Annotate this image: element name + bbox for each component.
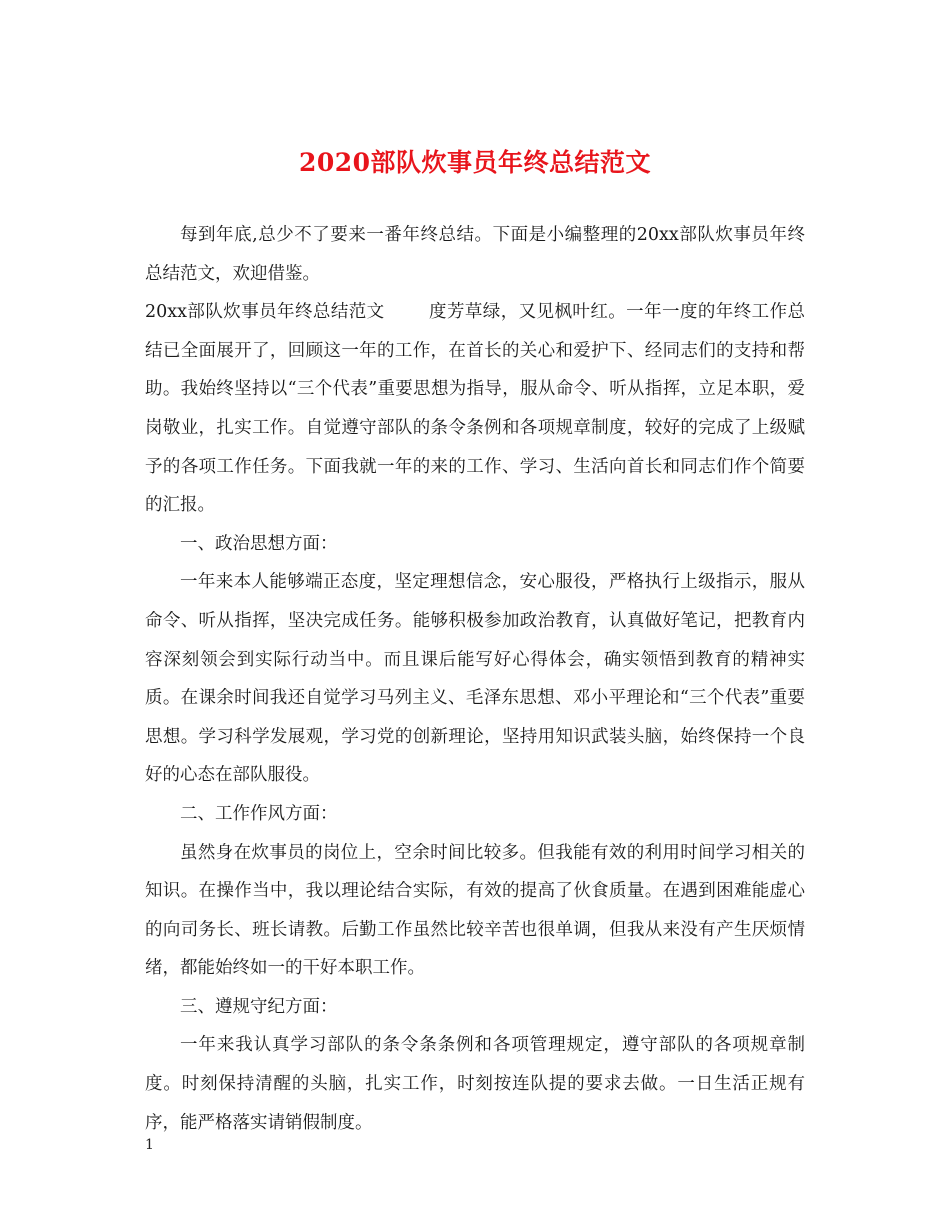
- document-body: [145, 216, 805, 1142]
- opening-paragraph: [145, 293, 805, 525]
- section-content-work-style: 虽然身在炊事员的岗位上，空余时间比较多。但我能有效的利用时间学习相关的知识。在操作当中，我以理论结合实际，有效的提高了伙食质量。在遇到困难能虚心的向司务长、班长请教。后勤工作虽然比较辛苦也很单调，但我从来没有产生厌烦情绪，都能始终如一的干好本职工作。: [145, 842, 805, 979]
- intro-paragraph: 每到年底,总少不了要来一番年终总结。下面是小编整理的20xx部队炊事员年终总结范文，欢迎借鉴。: [145, 225, 805, 284]
- section-heading-politics: 一、政治思想方面：: [180, 533, 338, 554]
- section-content-politics: 一年来本人能够端正态度，坚定理想信念，安心服役，严格执行上级指示，服从命令、听从指挥，坚决完成任务。能够积极参加政治教育，认真做好笔记，把教育内容深刻领会到实际行动当中。而且课后能写好心得体会，确实领悟到教育的精神实质。在课余时间我还自觉学习马列主义、毛泽东思想、邓小平理论和“三个代表”重要思想。学习科学发展观，学习党的创新理论，坚持用知识武装头脑，始终保持一个良好的心态在部队服役。: [145, 572, 805, 786]
- page-number: 1: [145, 1137, 154, 1153]
- section-heading-work-style: 二、工作作风方面：: [180, 803, 338, 824]
- opening-text: 度芳草绿，又见枫叶红。一年一度的年终工作总结已全面展开了，回顾这一年的工作，在首长的关心和爱护下、经同志们的支持和帮助。我始终坚持以“三个代表”重要思想为指导，服从命令、听从指挥，立足本职，爱岗敬业，扎实工作。自觉遵守部队的条令条例和各项规章制度，较好的完成了上级赋予的各项工作任务。下面我就一年的来的工作、学习、生活向首长和同志们作个简要的汇报。: [145, 302, 805, 516]
- article-subtitle: 20xx部队炊事员年终总结范文: [145, 302, 385, 323]
- document-title: 2020部队炊事员年终总结范文: [298, 148, 652, 177]
- section-heading-discipline: 三、遵规守纪方面：: [180, 996, 338, 1017]
- section-content-discipline: 一年来我认真学习部队的条令条条例和各项管理规定，遵守部队的各项规章制度。时刻保持清醒的头脑，扎实工作，时刻按连队提的要求去做。一日生活正规有序，能严格落实请销假制度。: [145, 1035, 805, 1133]
